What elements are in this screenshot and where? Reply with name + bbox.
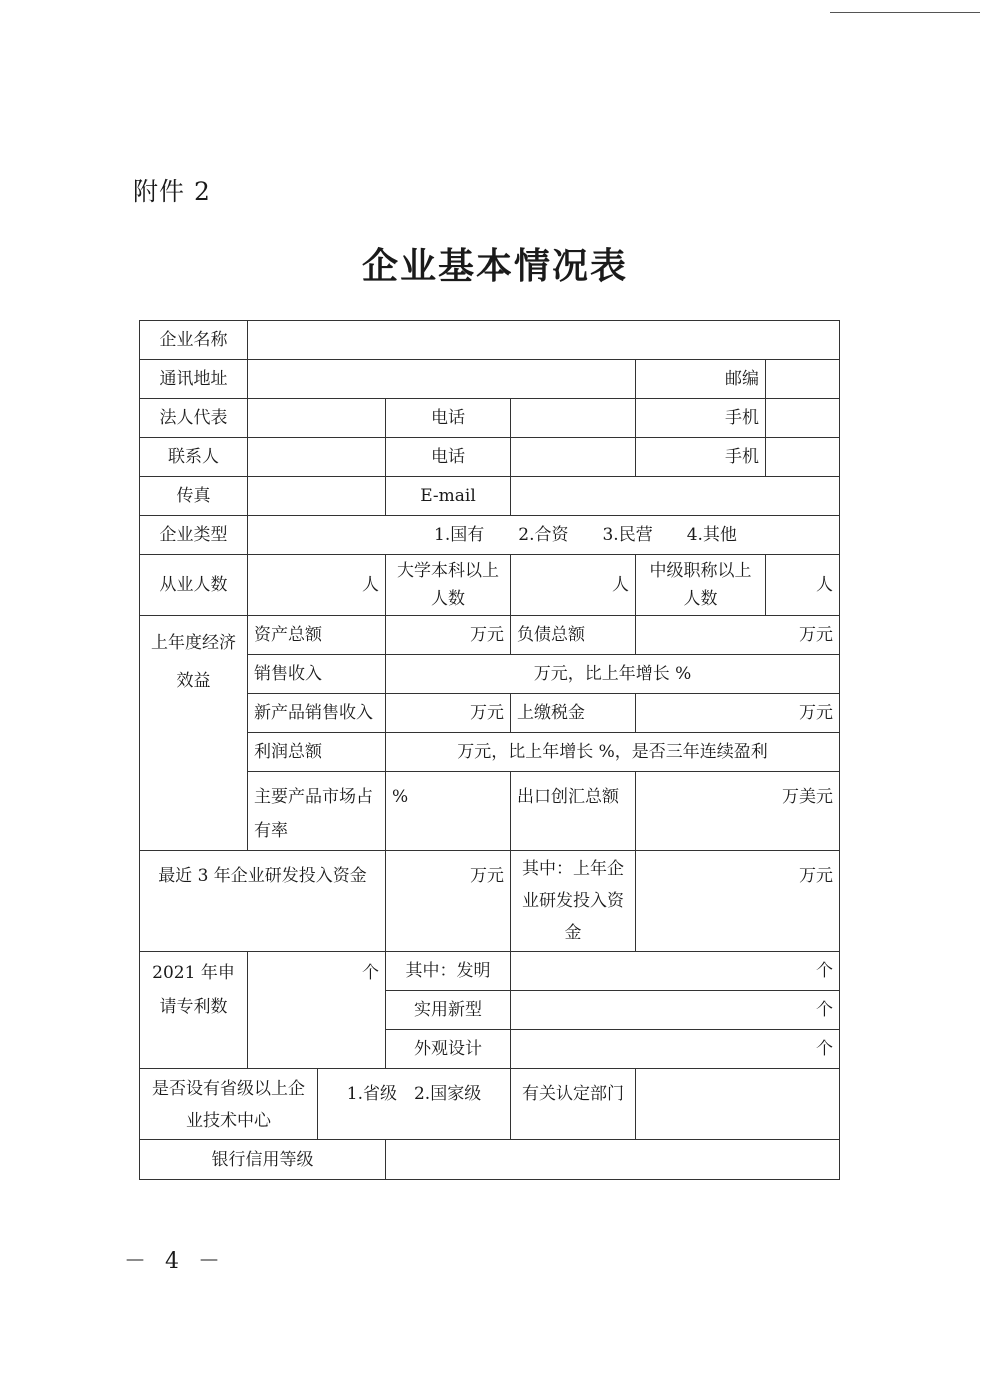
row-company-type	[140, 516, 840, 555]
legal-rep-phone-field[interactable]	[511, 399, 636, 438]
document-title: 企业基本情况表	[361, 245, 628, 287]
contact-label: 联系人	[140, 438, 248, 477]
address-label: 通讯地址	[140, 360, 248, 399]
mid-title-unit[interactable]: 人	[766, 555, 840, 616]
row-company-name	[140, 321, 840, 360]
row-tech-center	[140, 1069, 840, 1140]
utility-label: 实用新型	[386, 991, 511, 1030]
mid-title-label: 中级职称以上人数	[636, 555, 766, 616]
tax-paid-unit[interactable]: 万元	[636, 694, 840, 733]
company-type-options[interactable]: 1.国有 2.合资 3.民营 4.其他	[248, 516, 840, 555]
tech-center-dept-label: 有关认定部门	[511, 1069, 636, 1140]
row-employees	[140, 555, 840, 616]
row-total-assets	[140, 616, 840, 655]
bank-credit-label: 银行信用等级	[140, 1140, 386, 1180]
postcode-field[interactable]	[766, 360, 840, 399]
company-name-label: 企业名称	[140, 321, 248, 360]
design-label: 外观设计	[386, 1030, 511, 1069]
tech-center-options[interactable]: 1.省级 2.国家级	[318, 1069, 511, 1140]
legal-rep-mobile-field[interactable]	[766, 399, 840, 438]
bank-credit-field[interactable]	[386, 1140, 840, 1180]
total-assets-label: 资产总额	[248, 616, 386, 655]
legal-rep-field[interactable]	[248, 399, 386, 438]
address-field[interactable]	[248, 360, 636, 399]
rd-label: 最近 3 年企业研发投入资金	[140, 851, 386, 952]
rd-last-year-unit[interactable]: 万元	[636, 851, 840, 952]
invention-label: 其中：发明	[386, 952, 511, 991]
tech-center-dept-field[interactable]	[636, 1069, 840, 1140]
row-bank-credit	[140, 1140, 840, 1180]
enterprise-info-table-wrapper	[139, 320, 839, 1175]
economic-label: 上年度经济效益	[140, 616, 248, 851]
profit-label: 利润总额	[248, 733, 386, 772]
contact-field[interactable]	[248, 438, 386, 477]
tech-center-label: 是否设有省级以上企业技术中心	[140, 1069, 318, 1140]
export-unit[interactable]: 万美元	[636, 772, 840, 851]
total-assets-unit[interactable]: 万元	[386, 616, 511, 655]
new-product-sales-label: 新产品销售收入	[248, 694, 386, 733]
sales-field[interactable]: 万元，比上年增长 %	[386, 655, 840, 694]
fax-field[interactable]	[248, 477, 386, 516]
legal-rep-phone-label: 电话	[386, 399, 511, 438]
total-liabilities-unit[interactable]: 万元	[636, 616, 840, 655]
utility-unit[interactable]: 个	[511, 991, 840, 1030]
rd-unit[interactable]: 万元	[386, 851, 511, 952]
new-product-sales-unit[interactable]: 万元	[386, 694, 511, 733]
enterprise-info-table	[139, 320, 840, 1180]
row-fax	[140, 477, 840, 516]
contact-phone-field[interactable]	[511, 438, 636, 477]
patents-total-unit[interactable]: 个	[248, 952, 386, 1069]
row-rd	[140, 851, 840, 952]
rd-last-year-label: 其中：上年企业研发投入资金	[511, 851, 636, 952]
design-unit[interactable]: 个	[511, 1030, 840, 1069]
sales-label: 销售收入	[248, 655, 386, 694]
employees-label: 从业人数	[140, 555, 248, 616]
attachment-label: 附件 2	[133, 177, 211, 206]
total-liabilities-label: 负债总额	[511, 616, 636, 655]
company-type-label: 企业类型	[140, 516, 248, 555]
contact-mobile-field[interactable]	[766, 438, 840, 477]
contact-phone-label: 电话	[386, 438, 511, 477]
bachelor-unit[interactable]: 人	[511, 555, 636, 616]
market-share-label: 主要产品市场占有率	[248, 772, 386, 851]
patents-label: 2021 年申请专利数	[140, 952, 248, 1069]
email-field[interactable]	[511, 477, 840, 516]
legal-rep-mobile-label: 手机	[636, 399, 766, 438]
row-patents-invention	[140, 952, 840, 991]
contact-mobile-label: 手机	[636, 438, 766, 477]
postcode-label: 邮编	[636, 360, 766, 399]
row-legal-rep	[140, 399, 840, 438]
fax-label: 传真	[140, 477, 248, 516]
bachelor-label: 大学本科以上人数	[386, 555, 511, 616]
market-share-unit[interactable]: %	[386, 772, 511, 851]
email-label: E-mail	[386, 477, 511, 516]
profit-field[interactable]: 万元，比上年增长 %，是否三年连续盈利	[386, 733, 840, 772]
legal-rep-label: 法人代表	[140, 399, 248, 438]
tax-paid-label: 上缴税金	[511, 694, 636, 733]
row-contact	[140, 438, 840, 477]
row-address	[140, 360, 840, 399]
export-label: 出口创汇总额	[511, 772, 636, 851]
employees-unit[interactable]: 人	[248, 555, 386, 616]
company-name-field[interactable]	[248, 321, 840, 360]
invention-unit[interactable]: 个	[511, 952, 840, 991]
scan-edge-line	[830, 12, 980, 13]
page-number: － 4 －	[124, 1249, 226, 1274]
